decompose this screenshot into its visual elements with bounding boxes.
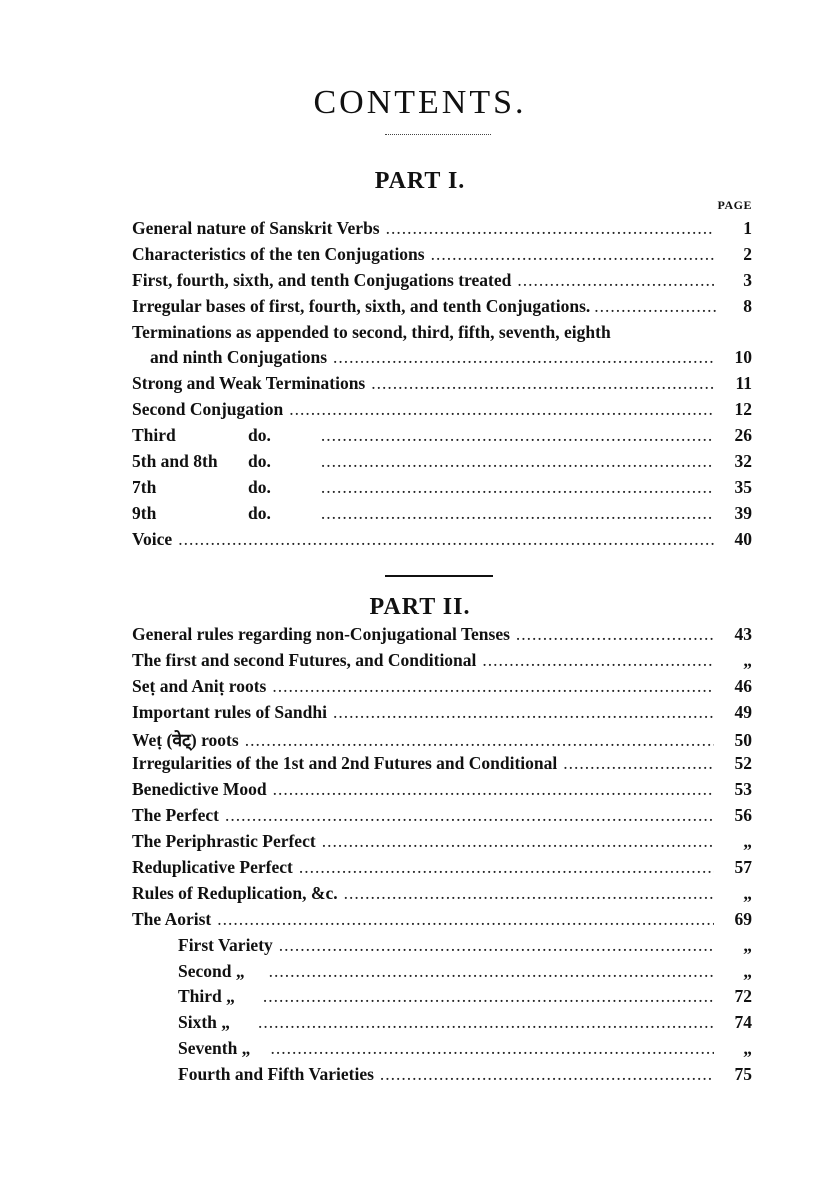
dot-leader (482, 650, 714, 671)
part2-heading: PART II. (369, 594, 471, 620)
toc-entry (132, 1064, 752, 1090)
dot-leader (431, 244, 714, 265)
toc-entry-label: Sixth „ (178, 1012, 231, 1033)
part1-heading: PART I. (374, 168, 466, 194)
dot-leader (258, 1012, 714, 1033)
toc-entry-page: 40 (734, 528, 752, 549)
dot-leader (386, 218, 714, 239)
part-divider (385, 575, 493, 577)
toc-entry-label: Irregularities of the 1st and 2nd Futures and Conditional (132, 753, 558, 774)
toc-entry (132, 399, 752, 425)
toc-entry (132, 1038, 752, 1064)
toc-entry-page: „ (743, 649, 752, 670)
toc-entry-label: Fourth and Fifth Varieties (178, 1064, 374, 1085)
toc-entry (132, 883, 752, 909)
toc-entry-page: 49 (734, 701, 752, 722)
toc-entry-label: Voice (132, 528, 173, 549)
toc-entry-label: Irregular bases of first, fourth, sixth, and tenth Conjugations. (132, 295, 591, 316)
toc-entry-label: First, fourth, sixth, and tenth Conjugations treated (132, 269, 512, 290)
toc-entry (132, 244, 752, 270)
toc-entry-page: 1 (743, 218, 752, 238)
toc-entry-label: Third „ (178, 986, 235, 1007)
toc-entry-page: „ (743, 882, 752, 903)
toc-entry (132, 503, 752, 529)
toc-entry-page: 56 (734, 805, 752, 826)
toc-entry (132, 753, 752, 779)
toc-entry-page: „ (743, 1038, 752, 1059)
page-title: CONTENTS. (313, 84, 527, 121)
toc-entry-label: Second „ (178, 960, 245, 981)
toc-entry-page: 72 (734, 986, 752, 1007)
toc-entry-label: Important rules of Sandhi (132, 701, 327, 722)
toc-entry-label: Terminations as appended to second, third, fifth, seventh, eighth (132, 321, 611, 342)
toc-entry (132, 831, 752, 857)
toc-entry-page: „ (743, 960, 752, 981)
toc-entry-page: 35 (734, 476, 752, 497)
toc-entry-label: Reduplicative Perfect (132, 857, 293, 878)
toc-entry-page: 53 (734, 779, 752, 800)
toc-entry-page: 50 (734, 729, 752, 750)
toc-entry-page: „ (743, 934, 752, 955)
toc-entry (132, 702, 752, 728)
toc-entry (132, 909, 752, 935)
toc-entry (132, 529, 752, 555)
toc-entry-label: Second Conjugation (132, 399, 284, 420)
toc-entry (132, 935, 752, 961)
toc-entry-label: The Periphrastic Perfect (132, 831, 316, 852)
toc-entry-label-ditto: do. (248, 502, 271, 523)
toc-entry-label-main: 9th (132, 502, 157, 523)
toc-entry-label: Rules of Reduplication, &c. (132, 882, 338, 903)
dot-leader (322, 831, 714, 852)
toc-entry-label: The Perfect (132, 805, 219, 826)
dot-leader (273, 779, 714, 800)
toc-entry-page: 2 (743, 243, 752, 264)
toc-entry (132, 728, 752, 754)
toc-entry-label: Seṭ and Aniṭ roots (132, 675, 267, 696)
toc-entry-page: 32 (734, 451, 752, 472)
toc-entry-label: The first and second Futures, and Conditional (132, 649, 477, 670)
part1-toc (132, 218, 752, 555)
toc-entry (132, 451, 752, 477)
toc-entry (132, 296, 752, 322)
title-divider (385, 134, 491, 135)
toc-entry-label: Benedictive Mood (132, 779, 267, 800)
toc-entry (132, 270, 752, 296)
toc-entry (132, 986, 752, 1012)
dot-leader (563, 753, 714, 774)
toc-entry (132, 805, 752, 831)
dot-leader (289, 399, 714, 420)
toc-entry-page: 8 (743, 295, 752, 316)
toc-entry-label (132, 477, 271, 498)
toc-entry-label (132, 425, 271, 446)
dot-leader (299, 857, 714, 878)
toc-entry-label-main: Third (132, 425, 176, 446)
toc-entry-page: 43 (734, 624, 752, 644)
dot-leader (321, 425, 714, 446)
dot-leader (217, 909, 714, 930)
dot-leader (269, 961, 714, 982)
dot-leader (225, 805, 714, 826)
toc-entry (132, 425, 752, 451)
dot-leader (245, 730, 714, 751)
toc-entry-page: 74 (734, 1012, 752, 1033)
toc-entry (132, 1012, 752, 1038)
toc-entry (132, 676, 752, 702)
toc-entry-label: The Aorist (132, 908, 212, 929)
toc-entry-page: 10 (734, 347, 752, 368)
dot-leader (178, 529, 714, 550)
dot-leader (279, 935, 714, 956)
toc-entry-page: 12 (734, 399, 752, 420)
dot-leader (270, 1038, 714, 1059)
dot-leader (263, 986, 714, 1007)
dot-leader (517, 270, 714, 291)
toc-entry-label: First Variety (178, 934, 273, 955)
part2-toc (132, 624, 752, 1090)
toc-entry-label-ditto: do. (248, 425, 271, 446)
dot-leader (321, 451, 714, 472)
toc-entry-label-ditto: do. (248, 476, 271, 497)
toc-entry-page: 57 (734, 857, 752, 878)
toc-entry-label: Strong and Weak Terminations (132, 373, 366, 394)
toc-entry (132, 322, 752, 348)
toc-entry (132, 857, 752, 883)
toc-entry-page: „ (743, 831, 752, 852)
toc-entry-page: 75 (734, 1064, 752, 1085)
dot-leader (380, 1064, 714, 1085)
toc-entry (132, 961, 752, 987)
dot-leader (333, 347, 714, 368)
toc-entry-label-main: 5th and 8th (132, 451, 218, 472)
dot-leader (344, 883, 714, 904)
dot-leader (371, 373, 714, 394)
toc-entry-page: 69 (734, 908, 752, 929)
toc-entry-label: Seventh „ (178, 1038, 251, 1059)
dot-leader (594, 296, 718, 317)
toc-entry-page: 3 (743, 269, 752, 290)
dot-leader (321, 503, 714, 524)
toc-entry-label (132, 451, 271, 472)
dot-leader (333, 702, 714, 723)
toc-entry (132, 218, 752, 244)
toc-entry-label: Characteristics of the ten Conjugations (132, 243, 425, 264)
toc-entry-label: and ninth Conjugations (150, 347, 328, 368)
toc-entry (132, 347, 752, 373)
toc-entry (132, 624, 752, 650)
toc-entry-page: 52 (734, 753, 752, 774)
dot-leader (272, 676, 714, 697)
toc-entry-page: 46 (734, 675, 752, 696)
toc-entry-label: Weṭ (वेट्) roots (132, 729, 239, 750)
toc-entry (132, 373, 752, 399)
toc-entry-label: General nature of Sanskrit Verbs (132, 218, 380, 238)
toc-entry (132, 477, 752, 503)
toc-entry-label-ditto: do. (248, 451, 271, 472)
toc-entry (132, 779, 752, 805)
page-column-label: PAGE (717, 198, 752, 212)
dot-leader (516, 624, 714, 645)
toc-entry-label: General rules regarding non-Conjugational Tenses (132, 624, 510, 644)
toc-entry-page: 26 (734, 425, 752, 446)
toc-entry-page: 39 (734, 502, 752, 523)
toc-entry-page: 11 (735, 373, 752, 394)
toc-entry-label-main: 7th (132, 476, 157, 497)
toc-entry (132, 650, 752, 676)
toc-entry-label (132, 503, 271, 524)
dot-leader (321, 477, 714, 498)
